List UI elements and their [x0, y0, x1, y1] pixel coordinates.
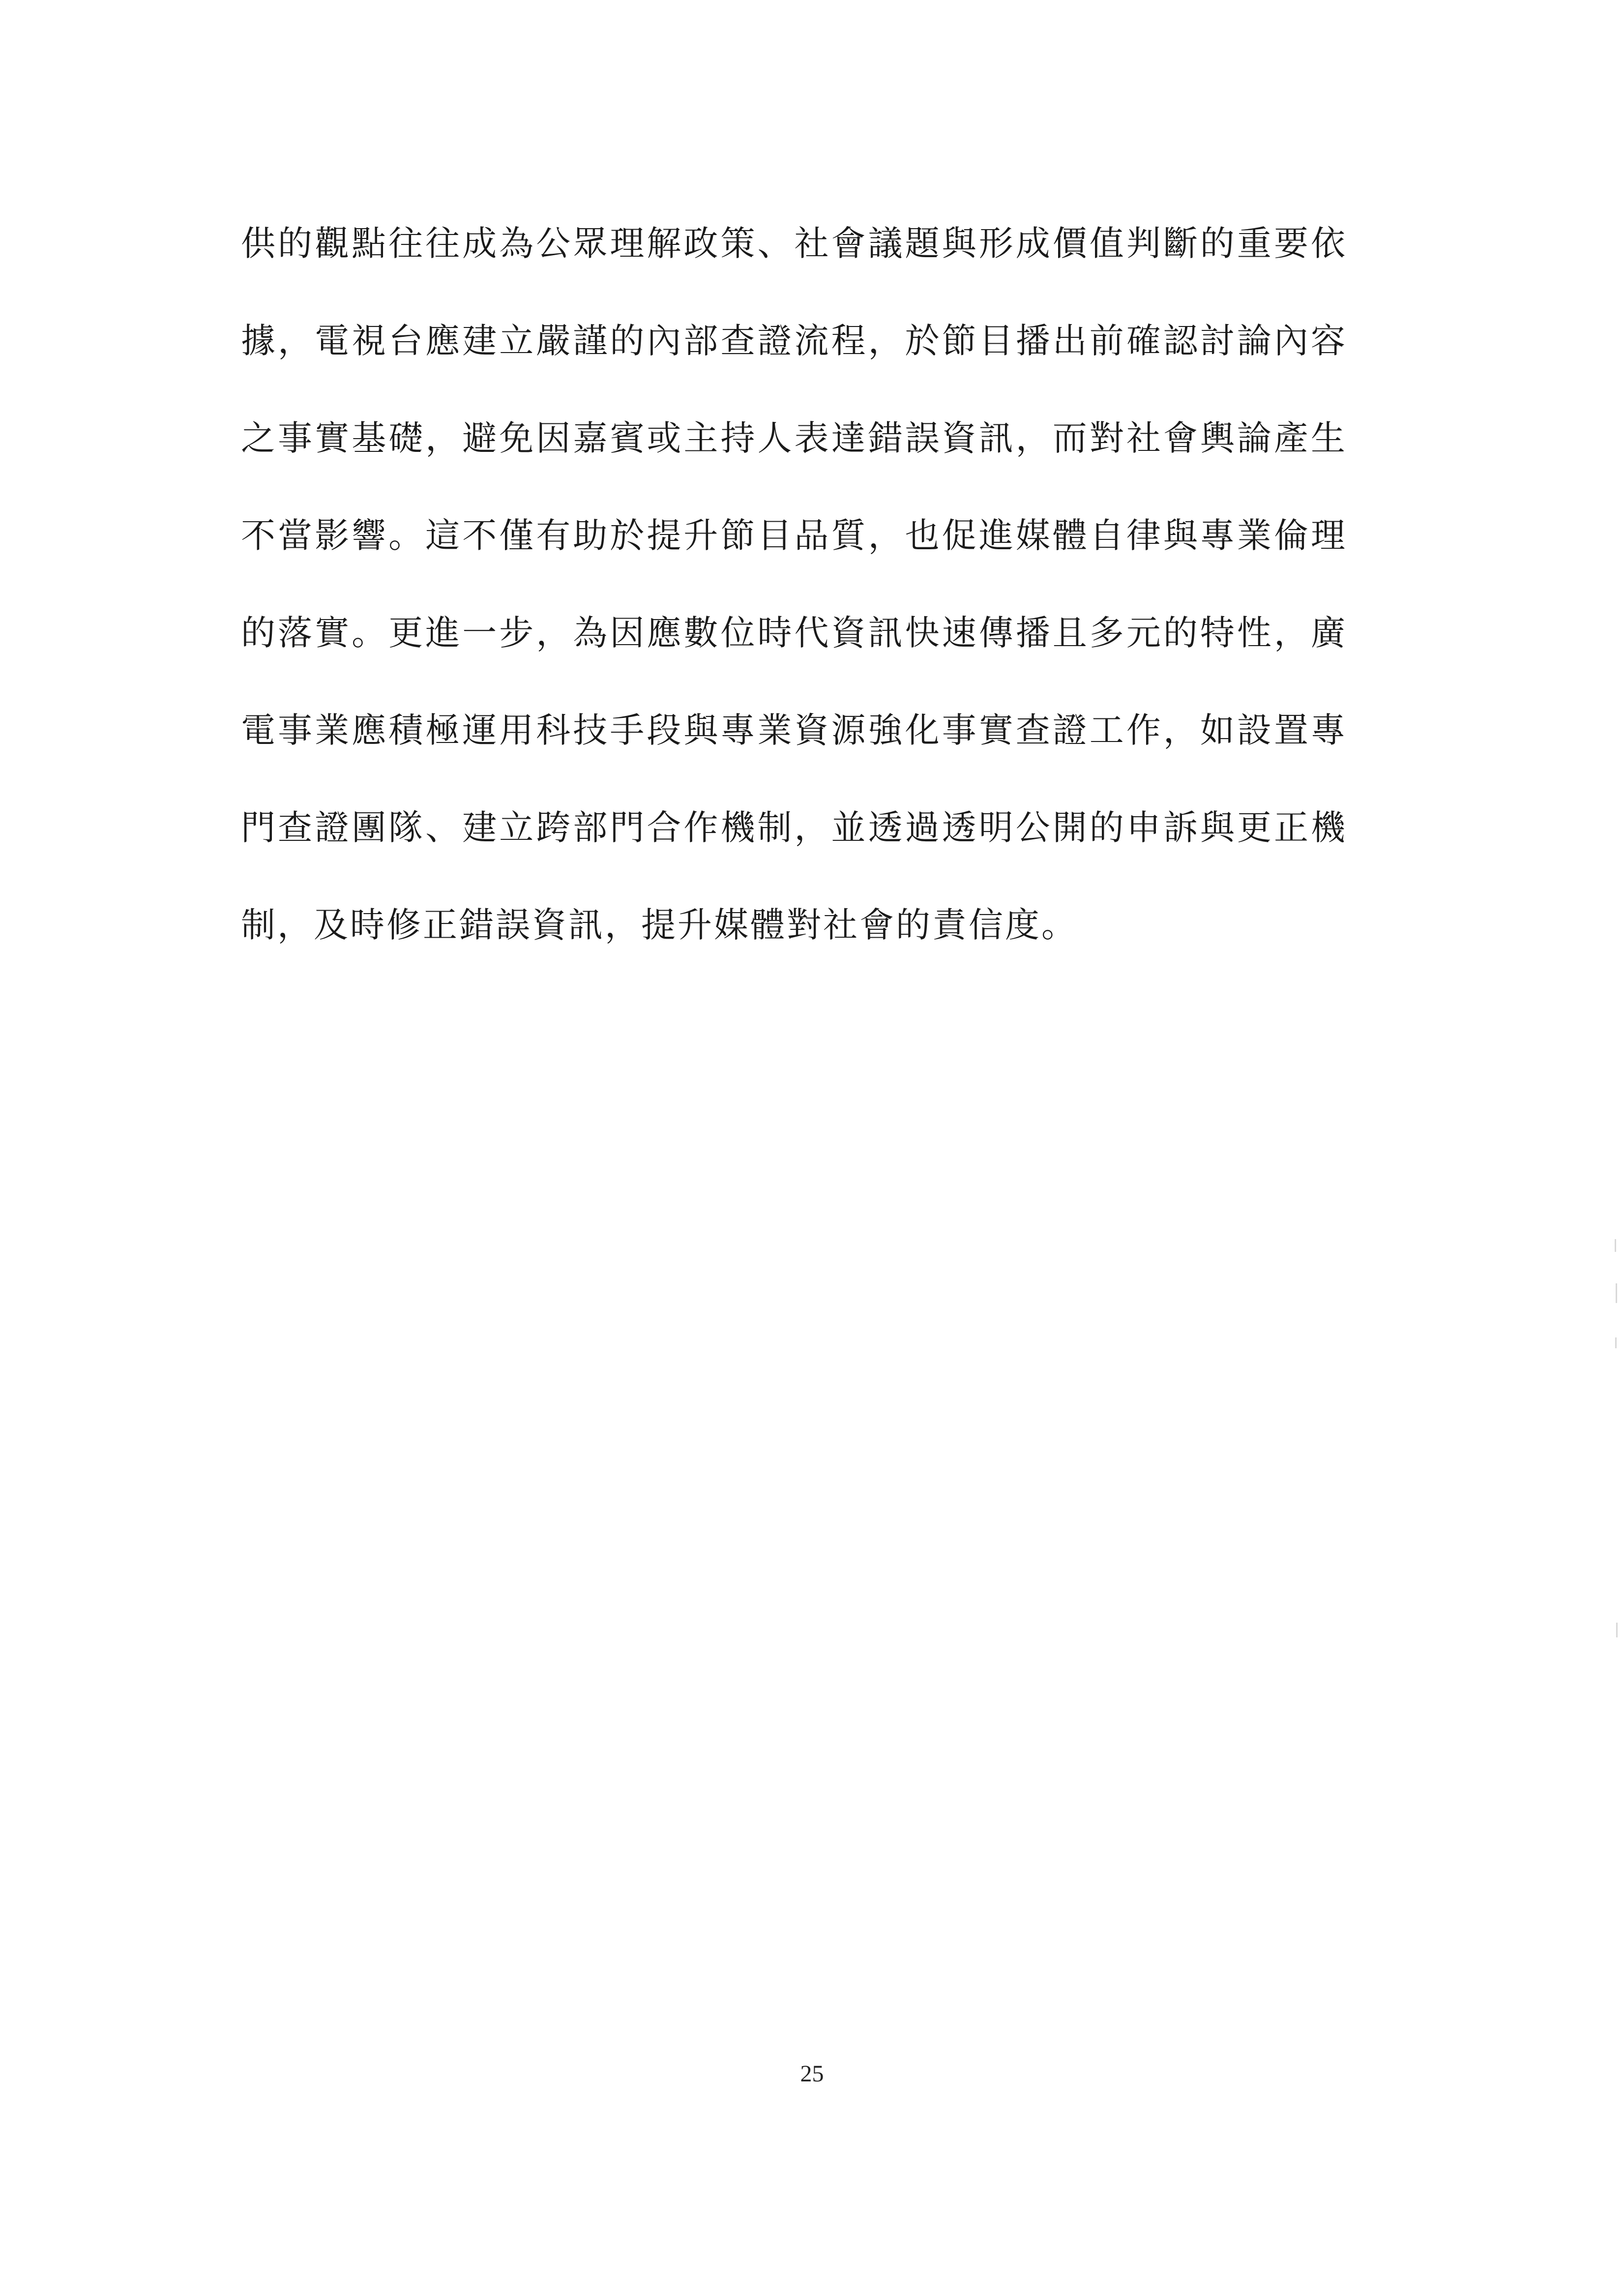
- text-line: 門查證團隊、建立跨部門合作機制，並透過透明公開的申訴與更正機: [241, 807, 1347, 848]
- scan-speck: [1615, 1337, 1617, 1348]
- text-line-last: 制，及時修正錯誤資訊，提升媒體對社會的責信度。: [241, 905, 1078, 945]
- page-number: 25: [800, 2061, 824, 2087]
- text-line: 供的觀點往往成為公眾理解政策、社會議題與形成價值判斷的重要依: [241, 223, 1347, 264]
- text-line: 之事實基礎，避免因嘉賓或主持人表達錯誤資訊，而對社會輿論產生: [241, 418, 1347, 458]
- text-line: 的落實。更進一步，為因應數位時代資訊快速傳播且多元的特性，廣: [241, 613, 1347, 653]
- body-paragraph: [241, 216, 1347, 995]
- text-line: 電事業應積極運用科技手段與專業資源強化事實查證工作，如設置專: [241, 710, 1347, 750]
- scan-speck: [1616, 1283, 1617, 1303]
- text-line: 不當影響。這不僅有助於提升節目品質，也促進媒體自律與專業倫理: [241, 515, 1347, 556]
- scan-speck: [1616, 1623, 1618, 1637]
- scan-speck: [1615, 1239, 1616, 1252]
- text-line: 據，電視台應建立嚴謹的內部查證流程，於節目播出前確認討論內容: [241, 321, 1347, 361]
